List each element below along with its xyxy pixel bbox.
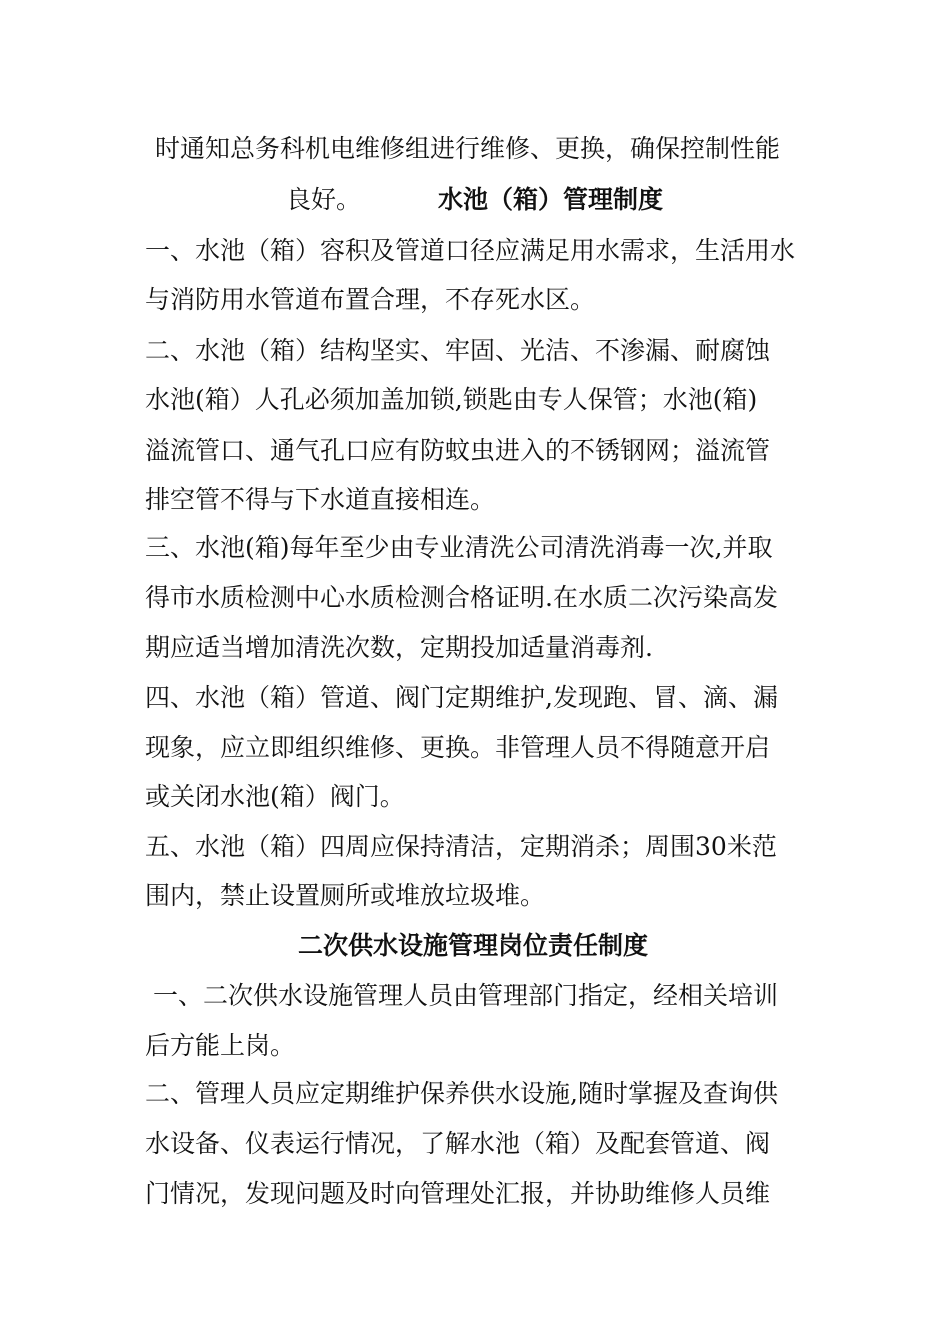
section1-line: 四、水池（箱）管道、阀门定期维护,发现跑、冒、滴、漏 (145, 683, 778, 712)
section1-line: 排空管不得与下水道直接相连。 (145, 485, 496, 514)
section2-line: 水设备、仪表运行情况，了解水池（箱）及配套管道、阀 (145, 1129, 771, 1158)
section1-line: 现象，应立即组织维修、更换。非管理人员不得随意开启 (145, 733, 771, 762)
section-title-water-tank: 水池（箱）管理制度 (438, 185, 664, 214)
section2-line: 一、二次供水设施管理人员由管理部门指定，经相关培训 (145, 981, 778, 1010)
section1-line: 围内，禁止设置厕所或堆放垃圾堆。 (145, 881, 546, 910)
intro-line-1: 时通知总务科机电维修组进行维修、更换，确保控制性能 (155, 134, 781, 163)
section1-line: 或关闭水池(箱）阀门。 (145, 782, 405, 811)
section1-line: 期应适当增加清洗次数，定期投加适量消毒剂. (145, 633, 653, 662)
section1-line: 水池(箱）人孔必须加盖加锁,锁匙由专人保管；水池(箱) (145, 385, 758, 414)
section1-line: 溢流管口、通气孔口应有防蚊虫进入的不锈钢网；溢流管 (145, 436, 771, 465)
section1-line: 二、水池（箱）结构坚实、牢固、光洁、不渗漏、耐腐蚀 (145, 336, 771, 365)
section2-line: 门情况，发现问题及时向管理处汇报，并协助维修人员维 (145, 1179, 771, 1208)
intro-line-2: 良好。 (286, 185, 362, 214)
section2-line: 二、管理人员应定期维护保养供水设施,随时掌握及查询供 (145, 1079, 778, 1108)
section1-line: 三、水池(箱)每年至少由专业清洗公司清洗消毒一次,并取 (145, 533, 773, 562)
section2-line: 后方能上岗。 (145, 1031, 296, 1060)
section1-line: 五、水池（箱）四周应保持清洁，定期消杀；周围30米范 (145, 832, 777, 861)
section1-line: 一、水池（箱）容积及管道口径应满足用水需求，生活用水 (145, 236, 796, 265)
section1-line: 与消防用水管道布置合理，不存死水区。 (145, 285, 596, 314)
section1-line: 得市水质检测中心水质检测合格证明.在水质二次污染高发 (145, 583, 778, 612)
section-title-secondary-supply: 二次供水设施管理岗位责任制度 (298, 931, 649, 960)
